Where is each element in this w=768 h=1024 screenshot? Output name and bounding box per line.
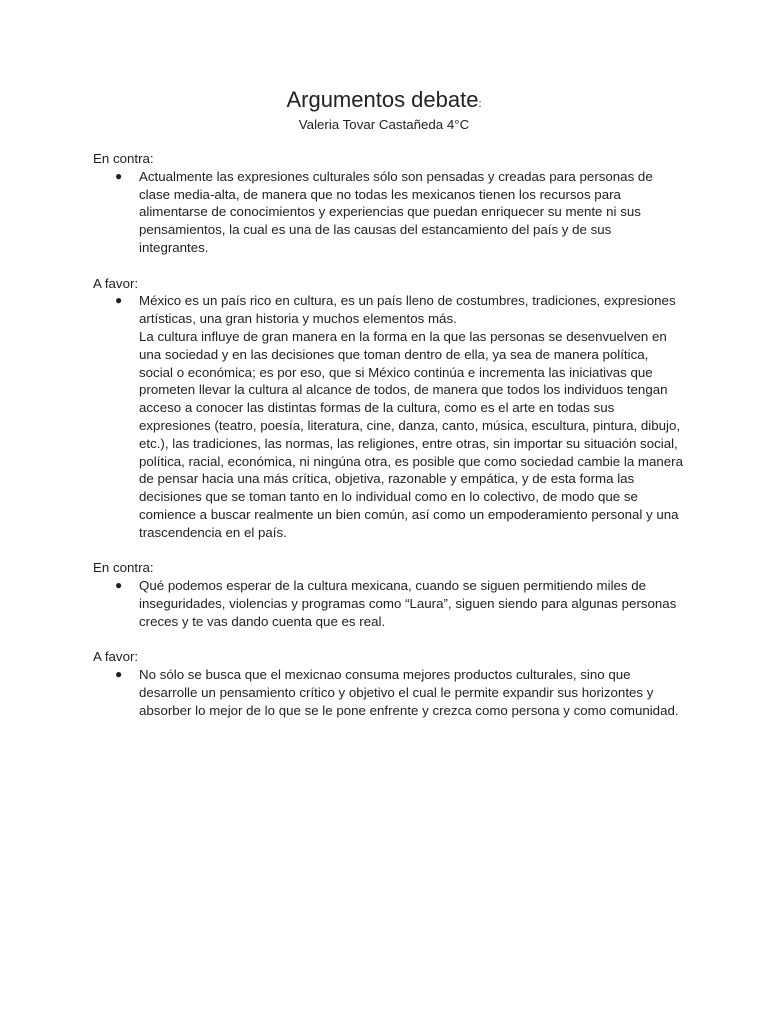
section-en-contra-2	[93, 559, 683, 630]
paragraph: Qué podemos esperar de la cultura mexicana, cuando se siguen permitiendo miles de inseguridades, violencias y programas como “Laura”, siguen siendo para algunas personas creces y te vas dando cuenta que es real.	[139, 578, 677, 629]
title-colon: :	[478, 98, 482, 110]
document-title	[0, 86, 768, 118]
section-en-contra-1	[93, 150, 683, 257]
section-a-favor-1	[93, 275, 683, 542]
list-item	[93, 168, 683, 257]
bullet-icon: ●	[115, 667, 123, 682]
title-text: Argumentos debate	[286, 87, 479, 112]
section-heading: En contra:	[93, 560, 154, 576]
paragraph: La cultura influye de gran manera en la forma en la que las personas se desenvuelven en una sociedad y en las decisiones que toman dentro de ella, ya sea de manera política, social o económica; es por eso, que si México continúa e incrementa las iniciativas que prometen llevar la cultura al alcance de todos, de manera que todos los individuos tengan acceso a conocer las distintas formas de la cultura, como es el arte en todas sus expresiones (teatro, poesía, literatura, cine, danza, canto, música, escultura, pintura, dibujo, etc.), las tradiciones, las normas, las religiones, entre otras, sin importar su situación social, política, racial, económica, ni ningúna otra, es posible que como sociedad cambie la manera de pensar hacia una más crítica, objetiva, razonable y empática, y de esta forma las decisiones que se toman tanto en lo individual como en lo colectivo, de modo que se comience a buscar realmente un bien común, así como un empoderamiento personal y una trascendencia en el país.	[139, 328, 684, 540]
section-heading: A favor:	[93, 275, 139, 291]
list-item	[93, 577, 683, 630]
paragraph: No sólo se busca que el mexicnao consuma mejores productos culturales, sino que desarrolle un pensamiento crítico y objetivo el cual le permite expandir sus horizontes y absorber lo mejor de lo que se le pone enfrente y crezca como persona y como comunidad.	[139, 667, 679, 718]
bullet-icon: ●	[115, 578, 123, 593]
section-heading: A favor:	[93, 649, 139, 665]
paragraph: Actualmente las expresiones culturales sólo son pensadas y creadas para personas de clase media-alta, de manera que no todas les mexicanos tienen los recursos para alimentarse de conocimientos y experiencias que puedan enriquecer su mente ni sus pensamientos, la cual es una de las causas del estancamiento del país y de sus integrantes.	[139, 168, 653, 255]
list-item	[93, 666, 683, 719]
section-heading: En contra:	[93, 151, 154, 166]
paragraph: México es un país rico en cultura, es un país lleno de costumbres, tradiciones, expresiones artísticas, una gran historia y muchos elementos más.	[139, 293, 676, 327]
list-item	[93, 292, 683, 541]
section-a-favor-2	[93, 648, 683, 719]
document-author: Valeria Tovar Castañeda 4°C	[298, 117, 470, 132]
bullet-icon: ●	[115, 168, 123, 183]
bullet-icon: ●	[115, 293, 123, 308]
document-body	[93, 150, 683, 737]
